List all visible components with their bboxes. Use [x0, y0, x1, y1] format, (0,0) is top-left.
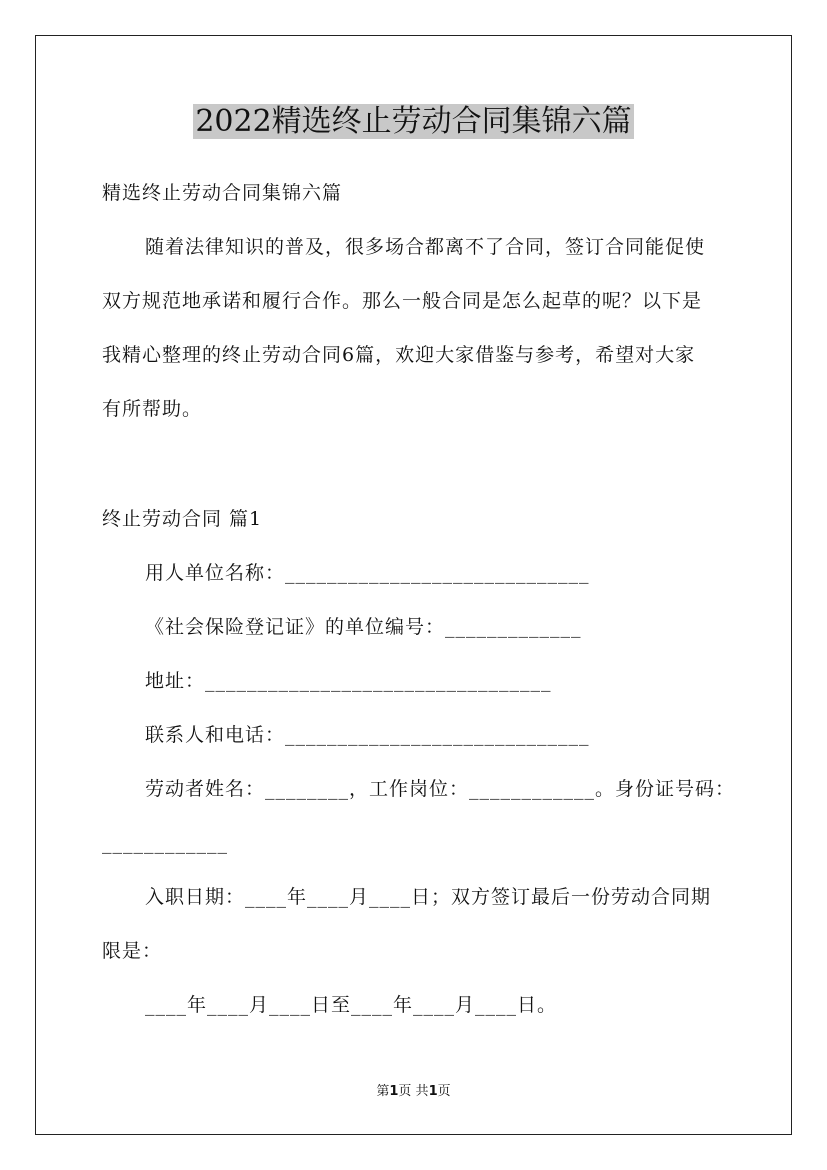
contact-field: 联系人和电话：_____________________________ — [145, 724, 590, 746]
social-insurance-number-field: 《社会保险登记证》的单位编号：_____________ — [145, 616, 582, 638]
intro-line-2: 双方规范地承诺和履行合作。那么一般合同是怎么起草的呢？以下是 — [102, 290, 703, 312]
entry-date-line-2: 限是： — [102, 940, 163, 962]
worker-info-line-2: ____________ — [102, 832, 228, 854]
intro-line-3: 我精心整理的终止劳动合同6篇，欢迎大家借鉴与参考，希望对大家 — [102, 344, 696, 366]
page-footer — [0, 1083, 827, 1101]
entry-date-line-1: 入职日期：____年____月____日；双方签订最后一份劳动合同期 — [145, 886, 712, 908]
footer-page-prefix: 第 — [376, 1084, 390, 1099]
worker-info-line-1: 劳动者姓名：________，工作岗位：____________。身份证号码： — [145, 778, 736, 800]
footer-page-mid: 页 共 — [398, 1084, 429, 1099]
intro-line-1: 随着法律知识的普及，很多场合都离不了合同，签订合同能促使 — [145, 236, 706, 258]
document-title — [0, 102, 827, 142]
section-heading: 终止劳动合同 篇1 — [102, 508, 263, 530]
footer-page-current: 1 — [389, 1084, 399, 1099]
footer-page-total: 1 — [428, 1084, 438, 1099]
subtitle: 精选终止劳动合同集锦六篇 — [102, 182, 343, 204]
employer-name-field: 用人单位名称：_____________________________ — [145, 562, 590, 584]
contract-period-line: ____年____月____日至____年____月____日。 — [145, 994, 558, 1016]
intro-line-4: 有所帮助。 — [102, 398, 203, 420]
address-field: 地址：_________________________________ — [145, 670, 552, 692]
document-title-text: 2022精选终止劳动合同集锦六篇 — [195, 104, 632, 139]
footer-page-suffix: 页 — [437, 1084, 451, 1099]
